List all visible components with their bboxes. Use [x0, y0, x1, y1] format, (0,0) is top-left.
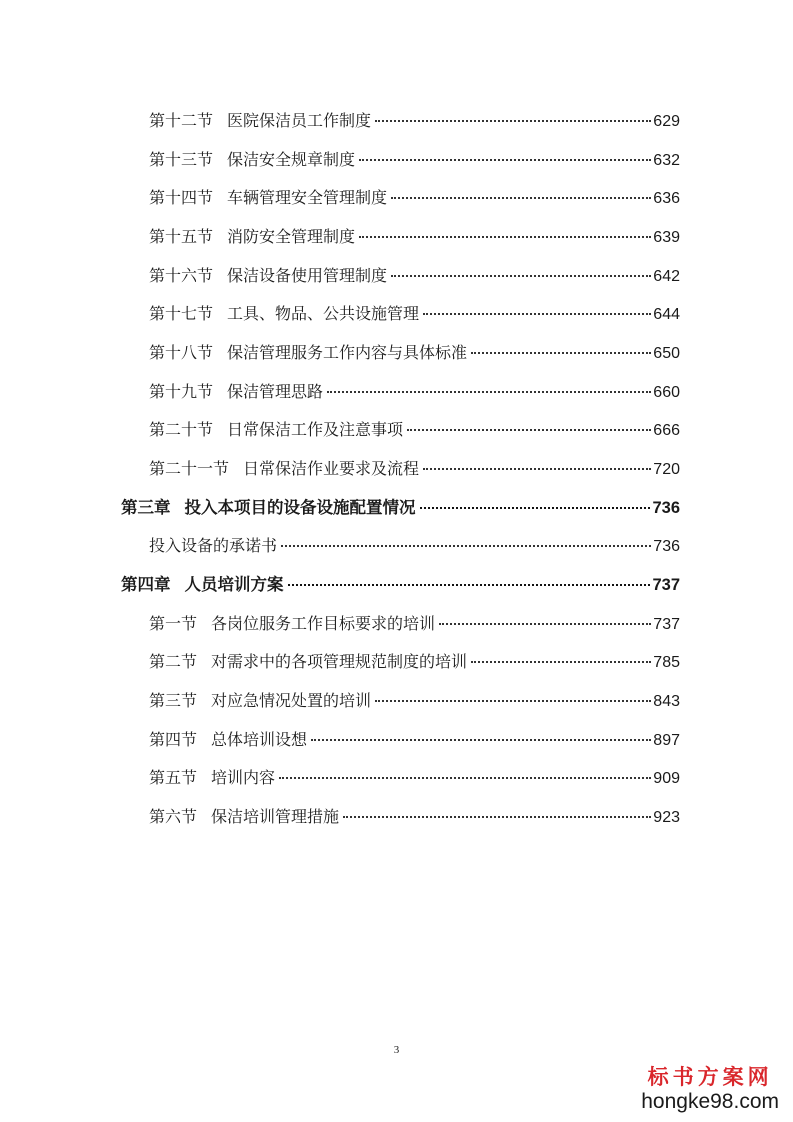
section-title: 日常保洁作业要求及流程 [243, 459, 420, 478]
dot-leader [281, 545, 651, 547]
page-reference: 736 [652, 499, 680, 517]
section-title: 保洁安全规章制度 [227, 150, 356, 169]
section-number: 第三节 [149, 691, 198, 710]
chapter-number: 第三章 [121, 498, 171, 517]
dot-leader [375, 120, 651, 122]
watermark-url: hongke98.com [641, 1090, 779, 1113]
dot-leader [279, 777, 651, 779]
page-reference: 644 [653, 306, 680, 323]
toc-entry[interactable] [149, 380, 680, 404]
dot-leader [471, 661, 651, 663]
page-reference: 897 [653, 732, 680, 749]
section-title: 投入设备的承诺书 [149, 536, 278, 555]
dot-leader [327, 391, 651, 393]
dot-leader [391, 197, 651, 199]
toc-entry[interactable] [149, 766, 680, 790]
page-reference: 785 [653, 654, 680, 671]
toc-entry[interactable] [149, 186, 680, 210]
toc-entry[interactable] [149, 534, 680, 558]
dot-leader [471, 352, 651, 354]
toc-entry[interactable] [149, 728, 680, 752]
toc-entry[interactable] [149, 264, 680, 288]
toc-chapter-entry[interactable] [121, 496, 680, 520]
page-reference: 720 [653, 461, 680, 478]
page-reference: 737 [653, 616, 680, 633]
toc-entry[interactable] [149, 457, 680, 481]
toc-entry[interactable] [149, 225, 680, 249]
page-reference: 666 [653, 422, 680, 439]
section-title: 总体培训设想 [211, 730, 308, 749]
page-reference: 737 [652, 576, 680, 594]
section-number: 第十四节 [149, 188, 214, 207]
page-reference: 923 [653, 809, 680, 826]
section-number: 第十七节 [149, 304, 214, 323]
toc-entry[interactable] [149, 148, 680, 172]
section-title: 各岗位服务工作目标要求的培训 [211, 614, 436, 633]
dot-leader [288, 584, 651, 586]
section-number: 第十九节 [149, 382, 214, 401]
site-watermark [641, 1064, 779, 1114]
section-title: 车辆管理安全管理制度 [227, 188, 388, 207]
section-title: 保洁管理思路 [227, 382, 324, 401]
toc-entry[interactable] [149, 689, 680, 713]
dot-leader [423, 313, 651, 315]
section-number: 第十二节 [149, 111, 214, 130]
page-reference: 632 [653, 152, 680, 169]
chapter-title: 投入本项目的设备设施配置情况 [184, 498, 416, 517]
dot-leader [343, 816, 651, 818]
page-reference: 843 [653, 693, 680, 710]
page-reference: 909 [653, 770, 680, 787]
section-number: 第四节 [149, 730, 198, 749]
page-reference: 650 [653, 345, 680, 362]
toc-entry[interactable] [149, 109, 680, 133]
dot-leader [391, 275, 651, 277]
chapter-number: 第四章 [121, 575, 171, 594]
dot-leader [439, 623, 651, 625]
section-number: 第二节 [149, 652, 198, 671]
dot-leader [375, 700, 651, 702]
dot-leader [359, 159, 651, 161]
dot-leader [420, 507, 651, 509]
section-title: 保洁培训管理措施 [211, 807, 340, 826]
section-number: 第二十节 [149, 420, 214, 439]
toc-entry[interactable] [149, 341, 680, 365]
section-title: 培训内容 [211, 768, 276, 787]
section-number: 第十三节 [149, 150, 214, 169]
section-number: 第五节 [149, 768, 198, 787]
dot-leader [423, 468, 651, 470]
section-title: 工具、物品、公共设施管理 [227, 304, 420, 323]
section-title: 保洁设备使用管理制度 [227, 266, 388, 285]
toc-entry[interactable] [149, 805, 680, 829]
section-number: 第十五节 [149, 227, 214, 246]
page-reference: 639 [653, 229, 680, 246]
toc-entry[interactable] [149, 612, 680, 636]
dot-leader [359, 236, 651, 238]
section-number: 第二十一节 [149, 459, 230, 478]
section-title: 对需求中的各项管理规范制度的培训 [211, 652, 468, 671]
section-number: 第六节 [149, 807, 198, 826]
section-number: 第一节 [149, 614, 198, 633]
section-title: 保洁管理服务工作内容与具体标准 [227, 343, 468, 362]
page-reference: 629 [653, 113, 680, 130]
toc-chapter-entry[interactable] [121, 573, 680, 597]
section-title: 医院保洁员工作制度 [227, 111, 372, 130]
toc-entry[interactable] [149, 418, 680, 442]
section-number: 第十八节 [149, 343, 214, 362]
section-title: 对应急情况处置的培训 [211, 691, 372, 710]
page-reference: 736 [653, 538, 680, 555]
page-reference: 660 [653, 384, 680, 401]
dot-leader [311, 739, 651, 741]
chapter-title: 人员培训方案 [184, 575, 284, 594]
toc-entry[interactable] [149, 650, 680, 674]
page-reference: 642 [653, 268, 680, 285]
toc-entry[interactable] [149, 302, 680, 326]
page-number: 3 [393, 1044, 400, 1056]
section-number: 第十六节 [149, 266, 214, 285]
page-reference: 636 [653, 190, 680, 207]
watermark-title: 标书方案网 [647, 1064, 773, 1089]
section-title: 日常保洁工作及注意事项 [227, 420, 404, 439]
section-title: 消防安全管理制度 [227, 227, 356, 246]
dot-leader [407, 429, 651, 431]
